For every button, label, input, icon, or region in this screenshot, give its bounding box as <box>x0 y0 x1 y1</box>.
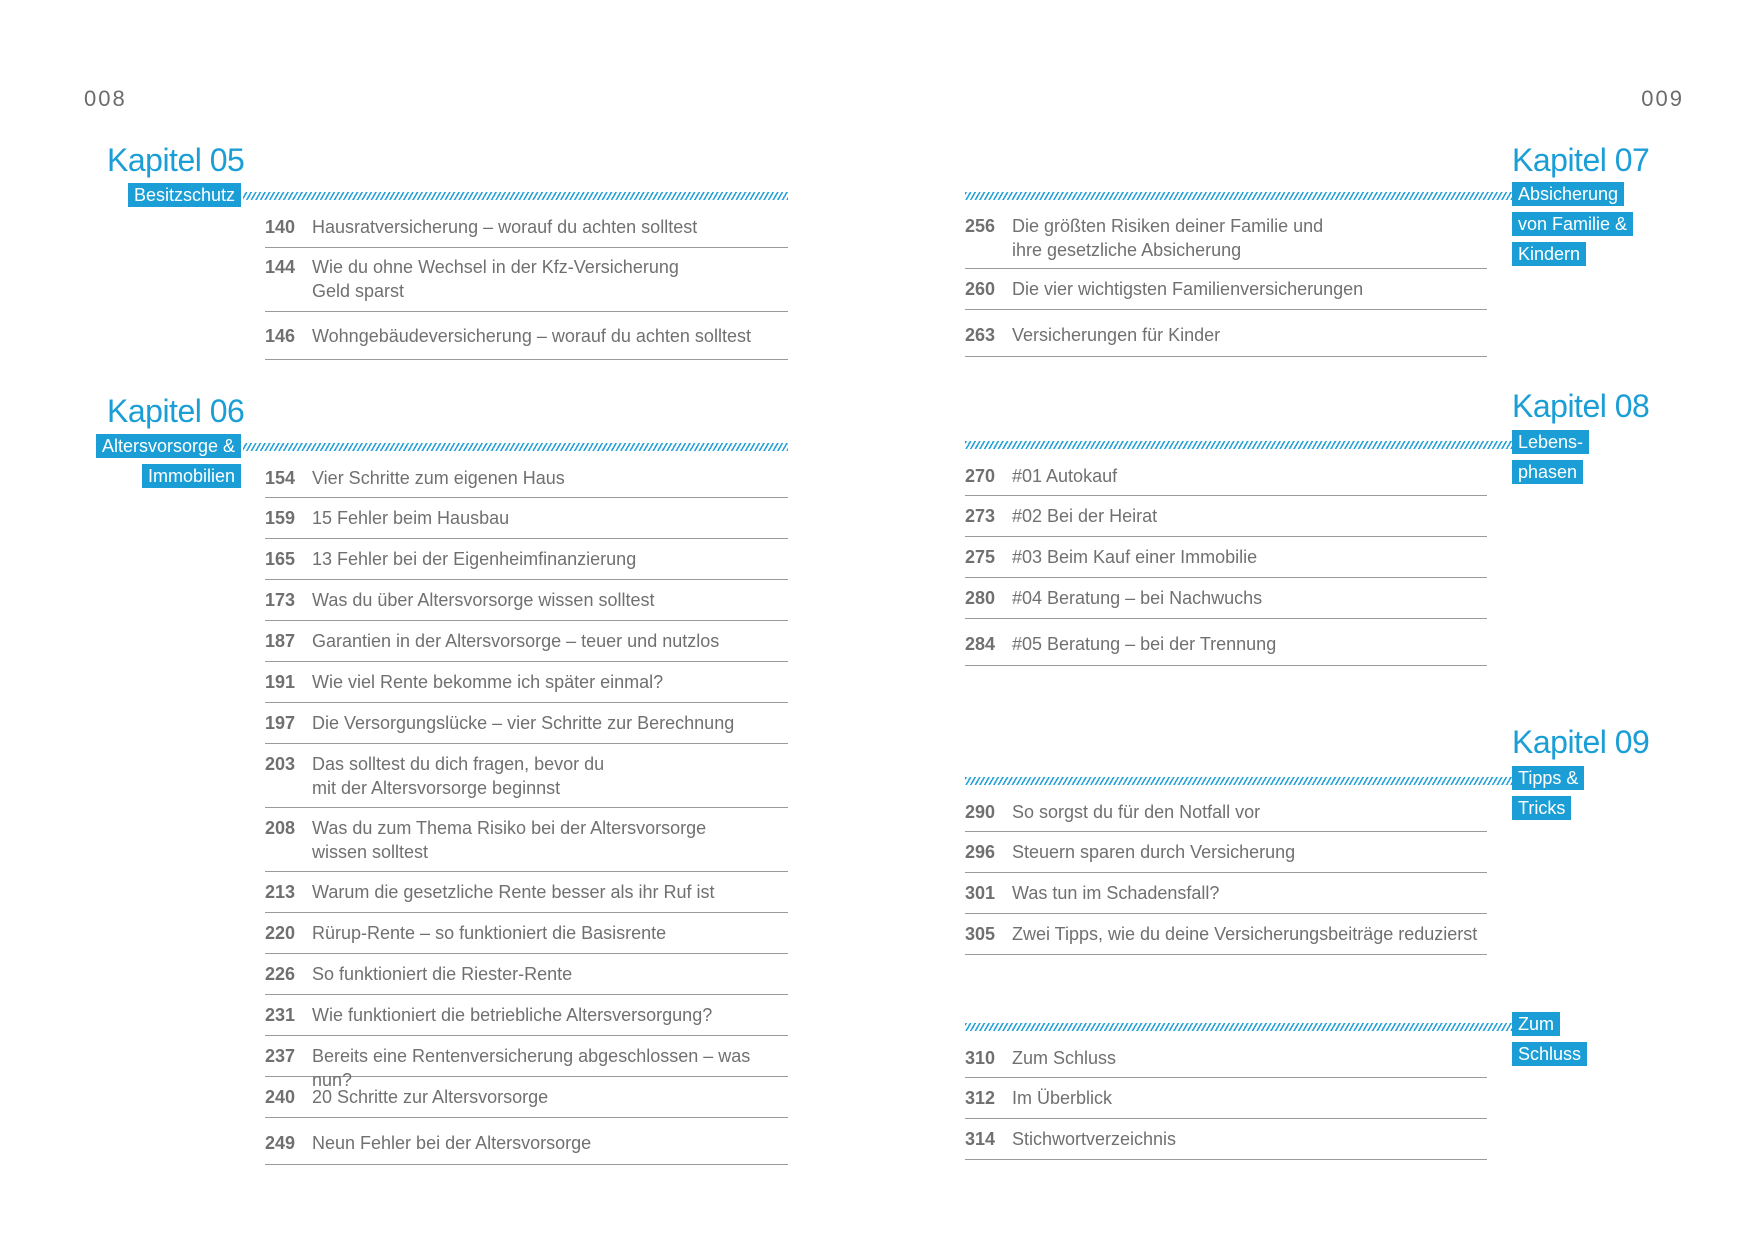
toc-list <box>265 211 788 360</box>
chapter-tags <box>128 183 241 207</box>
toc-entry[interactable] <box>965 832 1487 873</box>
toc-entry[interactable] <box>265 211 788 248</box>
chapter-tag: Tipps & <box>1512 766 1584 790</box>
toc-entry[interactable] <box>265 872 788 913</box>
toc-entry[interactable] <box>265 808 788 872</box>
toc-entry[interactable] <box>965 1078 1487 1119</box>
chapter-tag: von Familie & <box>1512 212 1633 236</box>
toc-entry-title: Die größten Risiken deiner Familie und ihre gesetzliche Absicherung <box>1012 216 1324 260</box>
chapter-tag: Immobilien <box>142 464 241 488</box>
toc-page-number: 263 <box>965 325 996 345</box>
toc-entry-title: Neun Fehler bei der Altersvorsorge <box>312 1133 592 1153</box>
toc-entry-title: 20 Schritte zur Altersvorsorge <box>312 1087 549 1107</box>
chapter-title: Kapitel 05 <box>107 142 245 178</box>
toc-list <box>965 1042 1487 1160</box>
toc-entry-title: Wie viel Rente bekomme ich später einmal? <box>312 672 664 692</box>
toc-entry-title: Was du über Altersvorsorge wissen solltest <box>312 590 655 610</box>
toc-entry[interactable] <box>965 873 1487 914</box>
toc-entry[interactable] <box>265 995 788 1036</box>
toc-entry-title: Stichwortverzeichnis <box>1012 1129 1177 1149</box>
toc-entry-title: #02 Bei der Heirat <box>1012 506 1158 526</box>
hatch-divider <box>965 1023 1512 1031</box>
toc-entry[interactable] <box>265 580 788 621</box>
page-number-right: 009 <box>1641 86 1684 111</box>
toc-page-number: 187 <box>265 631 296 651</box>
chapter-tags <box>1512 182 1633 266</box>
toc-entry[interactable] <box>965 578 1487 619</box>
toc-entry-title: Wie funktioniert die betriebliche Altersversorgung? <box>312 1005 713 1025</box>
toc-entry-title: Die vier wichtigsten Familienversicherungen <box>1012 279 1364 299</box>
toc-entry-title: Rürup-Rente – so funktioniert die Basisrente <box>312 923 667 943</box>
toc-entry-title: Versicherungen für Kinder <box>1012 325 1221 345</box>
hatch-divider <box>965 441 1512 449</box>
chapter-title: Kapitel 07 <box>1512 142 1650 178</box>
toc-page-number: 154 <box>265 468 296 488</box>
toc-entry-title: So funktioniert die Riester-Rente <box>312 964 573 984</box>
toc-entry[interactable] <box>965 914 1487 955</box>
toc-page-number: 249 <box>265 1133 296 1153</box>
toc-entry-title: Bereits eine Rentenversicherung abgeschlossen – was nun? <box>312 1046 751 1090</box>
toc-entry-title: Im Überblick <box>1012 1088 1113 1108</box>
toc-page-number: 237 <box>265 1046 296 1066</box>
toc-entry[interactable] <box>265 248 788 312</box>
toc-entry[interactable] <box>965 310 1487 357</box>
chapter-title: Kapitel 09 <box>1512 724 1650 760</box>
toc-entry[interactable] <box>265 703 788 744</box>
toc-page-number: 220 <box>265 923 296 943</box>
toc-entry-title: Warum die gesetzliche Rente besser als ihr Ruf ist <box>312 882 715 902</box>
toc-entry[interactable] <box>265 1036 788 1090</box>
hatch-divider <box>965 777 1512 785</box>
toc-entry[interactable] <box>965 1119 1487 1160</box>
toc-entry[interactable] <box>965 537 1487 578</box>
toc-list <box>965 210 1487 357</box>
toc-entry-title: Vier Schritte zum eigenen Haus <box>312 468 565 488</box>
toc-page-number: 197 <box>265 713 296 733</box>
toc-page-number: 226 <box>265 964 296 984</box>
toc-entry-title: 13 Fehler bei der Eigenheimfinanzierung <box>312 549 637 569</box>
toc-entry[interactable] <box>265 539 788 580</box>
hatch-divider <box>243 443 788 451</box>
toc-page-number: 260 <box>965 279 996 299</box>
toc-list <box>265 462 788 1165</box>
toc-page-number: 165 <box>265 549 296 569</box>
chapter-tag: Altersvorsorge & <box>96 434 241 458</box>
toc-page-number: 203 <box>265 754 296 774</box>
toc-page-number: 231 <box>265 1005 296 1025</box>
toc-page-number: 301 <box>965 883 996 903</box>
toc-list <box>965 460 1487 666</box>
chapter-tag: Tricks <box>1512 796 1571 820</box>
toc-entry-title: #05 Beratung – bei der Trennung <box>1012 634 1277 654</box>
toc-page-number: 305 <box>965 924 996 944</box>
toc-page-number: 140 <box>265 217 296 237</box>
toc-entry-title: Zwei Tipps, wie du deine Versicherungsbeiträge reduzierst <box>1012 924 1478 944</box>
toc-entry-title: Was du zum Thema Risiko bei der Altersvorsorge wissen solltest <box>312 818 707 862</box>
toc-entry-title: Wie du ohne Wechsel in der Kfz-Versicherung Geld sparst <box>312 257 679 301</box>
chapter-tags <box>1512 1012 1587 1066</box>
toc-entry[interactable] <box>265 312 788 360</box>
toc-entry-title: Steuern sparen durch Versicherung <box>1012 842 1296 862</box>
toc-entry-title: Hausratversicherung – worauf du achten solltest <box>312 217 698 237</box>
toc-entry-title: Zum Schluss <box>1012 1048 1117 1068</box>
page-number-left: 008 <box>84 86 127 111</box>
toc-entry[interactable] <box>265 621 788 662</box>
toc-page-number: 290 <box>965 802 996 822</box>
chapter-title: Kapitel 06 <box>107 393 245 429</box>
toc-entry[interactable] <box>965 460 1487 496</box>
hatch-divider <box>965 192 1512 200</box>
toc-entry[interactable] <box>265 1118 788 1165</box>
toc-page-number: 146 <box>265 326 296 346</box>
toc-page-number: 144 <box>265 257 296 277</box>
toc-page-number: 310 <box>965 1048 996 1068</box>
toc-entry[interactable] <box>265 662 788 703</box>
chapter-tag: Kindern <box>1512 242 1586 266</box>
chapter-tag: Zum <box>1512 1012 1560 1036</box>
toc-page-number: 312 <box>965 1088 996 1108</box>
chapter-tags <box>96 434 241 488</box>
toc-page-number: 173 <box>265 590 296 610</box>
toc-entry[interactable] <box>265 913 788 954</box>
chapter-tag: Besitzschutz <box>128 183 241 207</box>
toc-entry[interactable] <box>265 744 788 808</box>
toc-entry[interactable] <box>965 1042 1487 1078</box>
toc-page-number: 159 <box>265 508 296 528</box>
toc-page-number: 280 <box>965 588 996 608</box>
toc-page-number: 273 <box>965 506 996 526</box>
toc-entry-title: #01 Autokauf <box>1012 466 1118 486</box>
toc-entry[interactable] <box>265 498 788 539</box>
toc-entry[interactable] <box>965 210 1487 269</box>
toc-page-number: 314 <box>965 1129 996 1149</box>
toc-entry-title: Die Versorgungslücke – vier Schritte zur Berechnung <box>312 713 735 733</box>
toc-entry-title: Wohngebäudeversicherung – worauf du achten solltest <box>312 326 751 346</box>
chapter-tag: Lebens- <box>1512 430 1589 454</box>
chapter-title: Kapitel 08 <box>1512 388 1650 424</box>
toc-page-number: 284 <box>965 634 996 654</box>
toc-entry[interactable] <box>265 954 788 995</box>
chapter-tags <box>1512 430 1589 484</box>
toc-entry-title: #03 Beim Kauf einer Immobilie <box>1012 547 1258 567</box>
toc-entry-title: So sorgst du für den Notfall vor <box>1012 802 1261 822</box>
toc-entry[interactable] <box>965 269 1487 310</box>
toc-entry-title: Was tun im Schadensfall? <box>1012 883 1220 903</box>
toc-page-number: 275 <box>965 547 996 567</box>
chapter-tags <box>1512 766 1584 820</box>
chapter-tag: Schluss <box>1512 1042 1587 1066</box>
toc-page-number: 256 <box>965 216 996 236</box>
chapter-tag: Absicherung <box>1512 182 1624 206</box>
toc-entry-title: Das solltest du dich fragen, bevor du mit der Altersvorsorge beginnst <box>312 754 605 798</box>
toc-entry-title: 15 Fehler beim Hausbau <box>312 508 510 528</box>
toc-page-number: 240 <box>265 1087 296 1107</box>
toc-entry[interactable] <box>265 462 788 498</box>
toc-page-number: 208 <box>265 818 296 838</box>
toc-entry-title: #04 Beratung – bei Nachwuchs <box>1012 588 1263 608</box>
toc-entry-title: Garantien in der Altersvorsorge – teuer und nutzlos <box>312 631 720 651</box>
toc-page-number: 213 <box>265 882 296 902</box>
chapter-tag: phasen <box>1512 460 1583 484</box>
toc-entry[interactable] <box>965 796 1487 832</box>
toc-page-number: 296 <box>965 842 996 862</box>
toc-list <box>965 796 1487 955</box>
toc-entry[interactable] <box>965 496 1487 537</box>
hatch-divider <box>243 192 788 200</box>
toc-page-number: 191 <box>265 672 296 692</box>
toc-page-number: 270 <box>965 466 996 486</box>
toc-entry[interactable] <box>965 619 1487 666</box>
